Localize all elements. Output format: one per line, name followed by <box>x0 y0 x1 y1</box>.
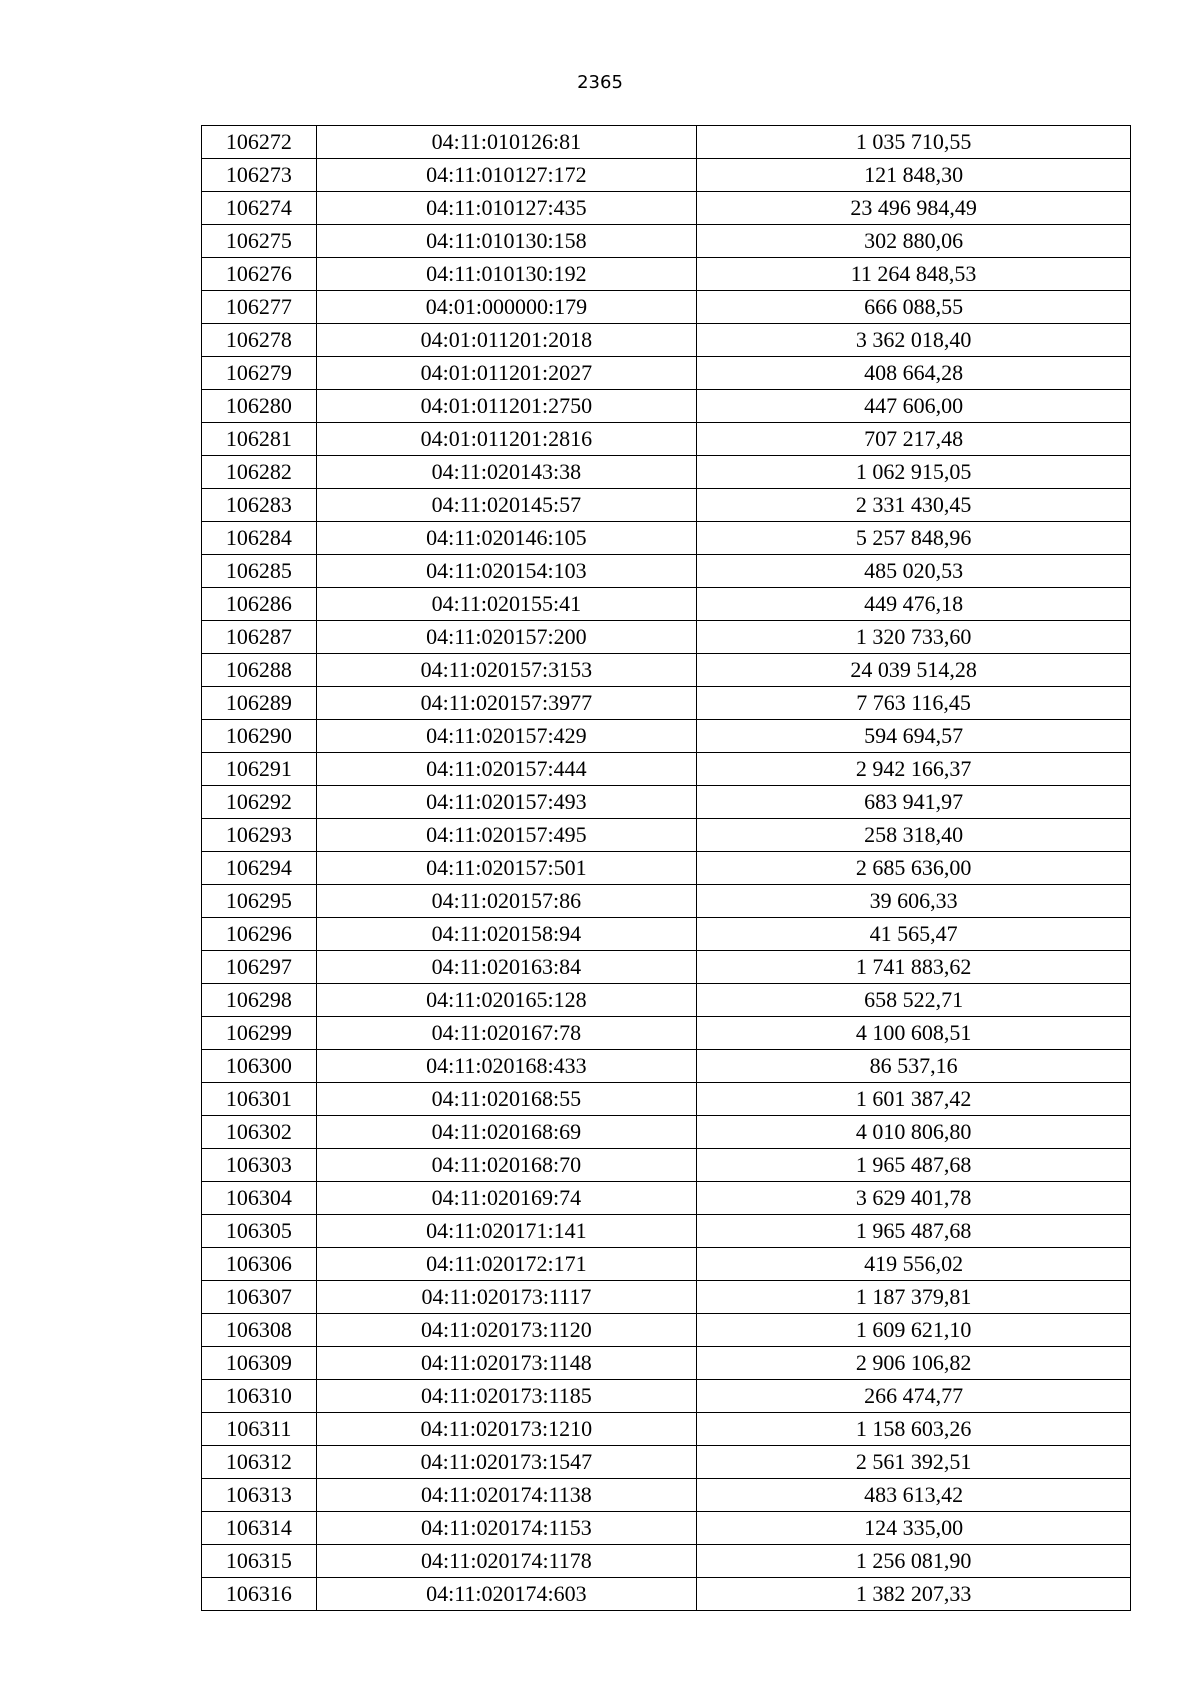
value-cell: 86 537,16 <box>697 1050 1131 1083</box>
table-row <box>202 1314 1131 1347</box>
table-row <box>202 1347 1131 1380</box>
row-number-cell: 106289 <box>202 687 317 720</box>
cadastral-number-cell: 04:11:020168:69 <box>316 1116 697 1149</box>
table-row <box>202 1380 1131 1413</box>
cadastral-number-cell: 04:11:020145:57 <box>316 489 697 522</box>
cadastral-number-cell: 04:11:010127:435 <box>316 192 697 225</box>
table-row <box>202 753 1131 786</box>
cadastral-number-cell: 04:11:020157:493 <box>316 786 697 819</box>
row-number-cell: 106300 <box>202 1050 317 1083</box>
value-cell: 11 264 848,53 <box>697 258 1131 291</box>
cadastral-number-cell: 04:01:000000:179 <box>316 291 697 324</box>
cadastral-number-cell: 04:11:020157:3153 <box>316 654 697 687</box>
table-row <box>202 687 1131 720</box>
value-cell: 1 256 081,90 <box>697 1545 1131 1578</box>
row-number-cell: 106296 <box>202 918 317 951</box>
table-row <box>202 159 1131 192</box>
table-row <box>202 951 1131 984</box>
row-number-cell: 106286 <box>202 588 317 621</box>
row-number-cell: 106301 <box>202 1083 317 1116</box>
row-number-cell: 106279 <box>202 357 317 390</box>
cadastral-number-cell: 04:11:020155:41 <box>316 588 697 621</box>
registry-table <box>201 125 1131 1611</box>
value-cell: 41 565,47 <box>697 918 1131 951</box>
cadastral-number-cell: 04:11:020173:1547 <box>316 1446 697 1479</box>
cadastral-number-cell: 04:01:011201:2027 <box>316 357 697 390</box>
table-row <box>202 258 1131 291</box>
table-row <box>202 786 1131 819</box>
cadastral-number-cell: 04:11:020172:171 <box>316 1248 697 1281</box>
table-row <box>202 291 1131 324</box>
table-row <box>202 1248 1131 1281</box>
value-cell: 1 601 387,42 <box>697 1083 1131 1116</box>
value-cell: 258 318,40 <box>697 819 1131 852</box>
row-number-cell: 106306 <box>202 1248 317 1281</box>
row-number-cell: 106280 <box>202 390 317 423</box>
table-row <box>202 489 1131 522</box>
table-row <box>202 918 1131 951</box>
table-row <box>202 1479 1131 1512</box>
cadastral-number-cell: 04:11:020173:1210 <box>316 1413 697 1446</box>
row-number-cell: 106299 <box>202 1017 317 1050</box>
cadastral-number-cell: 04:11:020163:84 <box>316 951 697 984</box>
cadastral-number-cell: 04:11:020168:433 <box>316 1050 697 1083</box>
cadastral-number-cell: 04:11:020173:1148 <box>316 1347 697 1380</box>
value-cell: 1 158 603,26 <box>697 1413 1131 1446</box>
row-number-cell: 106274 <box>202 192 317 225</box>
page-number: 2365 <box>577 72 623 93</box>
row-number-cell: 106273 <box>202 159 317 192</box>
row-number-cell: 106282 <box>202 456 317 489</box>
table-row <box>202 1215 1131 1248</box>
value-cell: 447 606,00 <box>697 390 1131 423</box>
row-number-cell: 106288 <box>202 654 317 687</box>
cadastral-number-cell: 04:11:020168:55 <box>316 1083 697 1116</box>
value-cell: 1 965 487,68 <box>697 1215 1131 1248</box>
row-number-cell: 106277 <box>202 291 317 324</box>
table-row <box>202 1413 1131 1446</box>
value-cell: 594 694,57 <box>697 720 1131 753</box>
cadastral-number-cell: 04:11:010127:172 <box>316 159 697 192</box>
value-cell: 683 941,97 <box>697 786 1131 819</box>
row-number-cell: 106284 <box>202 522 317 555</box>
value-cell: 3 362 018,40 <box>697 324 1131 357</box>
value-cell: 302 880,06 <box>697 225 1131 258</box>
table-row <box>202 1017 1131 1050</box>
row-number-cell: 106292 <box>202 786 317 819</box>
cadastral-number-cell: 04:11:020173:1120 <box>316 1314 697 1347</box>
cadastral-number-cell: 04:11:020168:70 <box>316 1149 697 1182</box>
table-row <box>202 654 1131 687</box>
value-cell: 39 606,33 <box>697 885 1131 918</box>
value-cell: 2 906 106,82 <box>697 1347 1131 1380</box>
cadastral-number-cell: 04:11:020157:86 <box>316 885 697 918</box>
value-cell: 4 010 806,80 <box>697 1116 1131 1149</box>
table-row <box>202 621 1131 654</box>
row-number-cell: 106303 <box>202 1149 317 1182</box>
value-cell: 266 474,77 <box>697 1380 1131 1413</box>
table-row <box>202 357 1131 390</box>
value-cell: 449 476,18 <box>697 588 1131 621</box>
value-cell: 1 382 207,33 <box>697 1578 1131 1611</box>
value-cell: 666 088,55 <box>697 291 1131 324</box>
table-row <box>202 1578 1131 1611</box>
row-number-cell: 106310 <box>202 1380 317 1413</box>
cadastral-number-cell: 04:01:011201:2750 <box>316 390 697 423</box>
cadastral-number-cell: 04:11:020174:1178 <box>316 1545 697 1578</box>
table-row <box>202 555 1131 588</box>
cadastral-number-cell: 04:11:020157:3977 <box>316 687 697 720</box>
row-number-cell: 106307 <box>202 1281 317 1314</box>
cadastral-number-cell: 04:11:020158:94 <box>316 918 697 951</box>
row-number-cell: 106313 <box>202 1479 317 1512</box>
table-row <box>202 984 1131 1017</box>
value-cell: 1 035 710,55 <box>697 126 1131 159</box>
table-row <box>202 1182 1131 1215</box>
row-number-cell: 106316 <box>202 1578 317 1611</box>
row-number-cell: 106290 <box>202 720 317 753</box>
cadastral-number-cell: 04:01:011201:2816 <box>316 423 697 456</box>
value-cell: 121 848,30 <box>697 159 1131 192</box>
table-row <box>202 225 1131 258</box>
value-cell: 1 320 733,60 <box>697 621 1131 654</box>
row-number-cell: 106312 <box>202 1446 317 1479</box>
value-cell: 124 335,00 <box>697 1512 1131 1545</box>
table-row <box>202 1545 1131 1578</box>
table-row <box>202 456 1131 489</box>
row-number-cell: 106305 <box>202 1215 317 1248</box>
value-cell: 1 062 915,05 <box>697 456 1131 489</box>
table-row <box>202 522 1131 555</box>
cadastral-number-cell: 04:11:020174:1138 <box>316 1479 697 1512</box>
table-row <box>202 390 1131 423</box>
cadastral-number-cell: 04:11:020157:495 <box>316 819 697 852</box>
value-cell: 3 629 401,78 <box>697 1182 1131 1215</box>
table-row <box>202 1149 1131 1182</box>
cadastral-number-cell: 04:11:020173:1185 <box>316 1380 697 1413</box>
row-number-cell: 106294 <box>202 852 317 885</box>
row-number-cell: 106302 <box>202 1116 317 1149</box>
table-row <box>202 1446 1131 1479</box>
table-row <box>202 1281 1131 1314</box>
cadastral-number-cell: 04:11:020157:200 <box>316 621 697 654</box>
cadastral-number-cell: 04:11:020169:74 <box>316 1182 697 1215</box>
table-row <box>202 126 1131 159</box>
row-number-cell: 106295 <box>202 885 317 918</box>
row-number-cell: 106311 <box>202 1413 317 1446</box>
value-cell: 1 609 621,10 <box>697 1314 1131 1347</box>
row-number-cell: 106283 <box>202 489 317 522</box>
table-row <box>202 1116 1131 1149</box>
table-row <box>202 852 1131 885</box>
value-cell: 24 039 514,28 <box>697 654 1131 687</box>
value-cell: 485 020,53 <box>697 555 1131 588</box>
table-row <box>202 423 1131 456</box>
row-number-cell: 106276 <box>202 258 317 291</box>
value-cell: 483 613,42 <box>697 1479 1131 1512</box>
value-cell: 2 685 636,00 <box>697 852 1131 885</box>
row-number-cell: 106304 <box>202 1182 317 1215</box>
table-row <box>202 1083 1131 1116</box>
registry-table-body <box>202 126 1131 1611</box>
cadastral-number-cell: 04:11:020165:128 <box>316 984 697 1017</box>
row-number-cell: 106309 <box>202 1347 317 1380</box>
value-cell: 1 965 487,68 <box>697 1149 1131 1182</box>
table-row <box>202 1512 1131 1545</box>
row-number-cell: 106275 <box>202 225 317 258</box>
row-number-cell: 106291 <box>202 753 317 786</box>
cadastral-number-cell: 04:11:020157:444 <box>316 753 697 786</box>
value-cell: 1 187 379,81 <box>697 1281 1131 1314</box>
value-cell: 5 257 848,96 <box>697 522 1131 555</box>
row-number-cell: 106272 <box>202 126 317 159</box>
value-cell: 707 217,48 <box>697 423 1131 456</box>
value-cell: 658 522,71 <box>697 984 1131 1017</box>
value-cell: 2 942 166,37 <box>697 753 1131 786</box>
cadastral-number-cell: 04:11:020157:501 <box>316 852 697 885</box>
value-cell: 2 331 430,45 <box>697 489 1131 522</box>
row-number-cell: 106308 <box>202 1314 317 1347</box>
row-number-cell: 106281 <box>202 423 317 456</box>
row-number-cell: 106287 <box>202 621 317 654</box>
value-cell: 2 561 392,51 <box>697 1446 1131 1479</box>
cadastral-number-cell: 04:01:011201:2018 <box>316 324 697 357</box>
table-row <box>202 192 1131 225</box>
cadastral-number-cell: 04:11:010126:81 <box>316 126 697 159</box>
row-number-cell: 106285 <box>202 555 317 588</box>
cadastral-number-cell: 04:11:020174:603 <box>316 1578 697 1611</box>
row-number-cell: 106297 <box>202 951 317 984</box>
row-number-cell: 106278 <box>202 324 317 357</box>
row-number-cell: 106315 <box>202 1545 317 1578</box>
row-number-cell: 106298 <box>202 984 317 1017</box>
cadastral-number-cell: 04:11:010130:158 <box>316 225 697 258</box>
table-row <box>202 1050 1131 1083</box>
cadastral-number-cell: 04:11:020157:429 <box>316 720 697 753</box>
table-row <box>202 819 1131 852</box>
cadastral-number-cell: 04:11:020173:1117 <box>316 1281 697 1314</box>
value-cell: 408 664,28 <box>697 357 1131 390</box>
value-cell: 419 556,02 <box>697 1248 1131 1281</box>
value-cell: 1 741 883,62 <box>697 951 1131 984</box>
row-number-cell: 106314 <box>202 1512 317 1545</box>
cadastral-number-cell: 04:11:020146:105 <box>316 522 697 555</box>
table-row <box>202 588 1131 621</box>
cadastral-number-cell: 04:11:020174:1153 <box>316 1512 697 1545</box>
cadastral-number-cell: 04:11:020167:78 <box>316 1017 697 1050</box>
row-number-cell: 106293 <box>202 819 317 852</box>
cadastral-number-cell: 04:11:010130:192 <box>316 258 697 291</box>
table-row <box>202 885 1131 918</box>
value-cell: 7 763 116,45 <box>697 687 1131 720</box>
cadastral-number-cell: 04:11:020143:38 <box>316 456 697 489</box>
table-row <box>202 720 1131 753</box>
cadastral-number-cell: 04:11:020171:141 <box>316 1215 697 1248</box>
cadastral-number-cell: 04:11:020154:103 <box>316 555 697 588</box>
value-cell: 23 496 984,49 <box>697 192 1131 225</box>
value-cell: 4 100 608,51 <box>697 1017 1131 1050</box>
table-row <box>202 324 1131 357</box>
